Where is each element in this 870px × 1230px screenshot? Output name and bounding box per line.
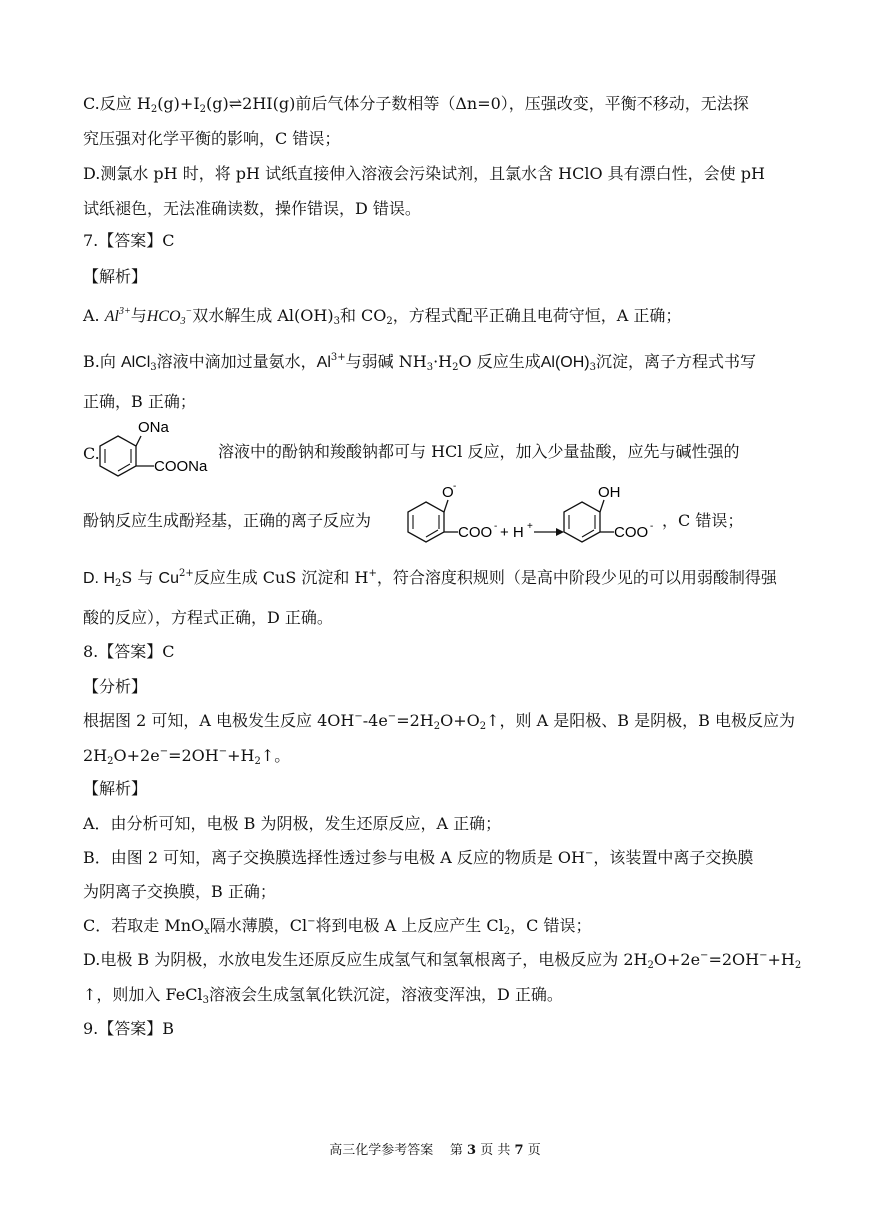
coona-label: COONa [154, 458, 208, 475]
q8-option-b-line-2: 为阴离子交换膜，B 正确； [83, 882, 276, 901]
phenolate-o-label: O [442, 484, 454, 501]
carboxylate-charge-2: - [650, 521, 654, 532]
carboxylate-label-2: COO [614, 524, 649, 541]
option-d-line-1: D.测氯水 pH 时，将 pH 试纸直接伸入溶液会污染试剂，且氯水含 HClO 具有漂白性，会使 pH [83, 164, 765, 183]
question-9-answer: 9.【答案】B [83, 1019, 175, 1038]
q8-option-d-line-1: D.电极 B 为阴极，水放电发生还原反应生成氢气和氢氧根离子，电极反应为 $2H_2O+2e^-=2OH^-+H_2$ [83, 950, 802, 971]
q7-option-c-prefix: C. [83, 444, 100, 463]
footer-ye2: 页 [527, 1143, 541, 1158]
proton-label: + H [500, 524, 524, 541]
q8-analysis-line-2: $2H_2O+2e^-=2OH^-+H_2↑$。 [83, 746, 291, 767]
phenol-formation-equation [396, 480, 668, 554]
q8-option-b-line-1: B．由图 2 可知，离子交换膜选择性透过参与电极 A 反应的物质是 OH−，该装置中离子交换膜 [83, 848, 754, 867]
q8-option-c: C．若取走 MnO$_x$隔水薄膜，Cl−将到电极 A 上反应产生 $Cl_2$，C 错误； [83, 916, 592, 937]
ona-label: ONa [138, 419, 169, 436]
analysis-fenxi-heading: 【分析】 [83, 677, 148, 696]
footer-gong: 共 [497, 1143, 511, 1158]
phenolate-o-charge: - [453, 481, 457, 492]
carboxylate-charge-1: - [494, 521, 498, 532]
analysis-heading-8: 【解析】 [83, 779, 148, 798]
footer-title: 高三化学参考答案 [329, 1143, 434, 1158]
question-8-answer: 8.【答案】C [83, 642, 175, 661]
q8-analysis-line-1: 根据图 2 可知，A 电极发生反应 $4OH^--4e^-=2H_2O+O_2↑$，则 A 是阳极、B 是阴极，B 电极反应为 [83, 711, 795, 732]
option-d-line-2: 试纸褪色，无法准确读数，操作错误，D 错误。 [83, 199, 421, 218]
question-7-answer: 7.【答案】C [83, 231, 175, 250]
q7-option-a: A. $Al^{3+}$与$HCO_3^-$双水解生成 $Al(OH)_3$和 $CO_2$，方程式配平正确且电荷守恒，A 正确； [83, 306, 682, 327]
footer-di: 第 [449, 1143, 463, 1158]
q7-option-c-line-2a: 酚钠反应生成酚羟基，正确的离子反应为 [83, 511, 372, 530]
footer-ye1: 页 [480, 1143, 494, 1158]
carboxylate-label-1: COO [458, 524, 493, 541]
q7-option-d-line-1: D. $H_2S$ 与 $Cu^{2+}$反应生成 CuS 沉淀和 H+，符合溶度积规则（是高中阶段少见的可以用弱酸制得强 [83, 568, 777, 589]
page-footer [0, 1142, 870, 1160]
footer-page-number: 3 [467, 1143, 477, 1158]
q7-option-b-line-2: 正确，B 正确； [83, 392, 196, 411]
option-c-line-2: 究压强对化学平衡的影响，C 错误； [83, 129, 341, 148]
proton-charge: + [527, 521, 533, 532]
q7-option-b-line-1: B.向 AlCl$_3$溶液中滴加过量氨水，$Al^{3+}$与弱碱 $NH_3\cdot H_2O$ 反应生成$Al(OH)_3$沉淀，离子方程式书写 [83, 352, 756, 373]
option-c-line-1: C.反应 $H_2(g)+I_2(g)\rightleftharpoons 2HI(g)$前后气体分子数相等（Δn=0），压强改变，平衡不移动，无法探 [83, 94, 749, 115]
q7-option-c-line-2b: ，C 错误； [662, 511, 744, 530]
q7-option-d-line-2: 酸的反应），方程式正确，D 正确。 [83, 608, 333, 627]
sodium-salicylate-structure [96, 414, 220, 486]
q8-option-d-line-2: ↑，则加入 FeCl$_3$溶液会生成氢氧化铁沉淀，溶液变浑浊，D 正确。 [83, 985, 563, 1006]
q8-option-a: A．由分析可知，电极 B 为阴极，发生还原反应，A 正确； [83, 814, 502, 833]
footer-total-pages: 7 [514, 1143, 524, 1158]
q7-option-c-line-1: 溶液中的酚钠和羧酸钠都可与 HCl 反应，加入少量盐酸，应先与碱性强的 [218, 442, 740, 461]
analysis-heading-7: 【解析】 [83, 267, 148, 286]
hydroxyl-label: OH [598, 484, 621, 501]
